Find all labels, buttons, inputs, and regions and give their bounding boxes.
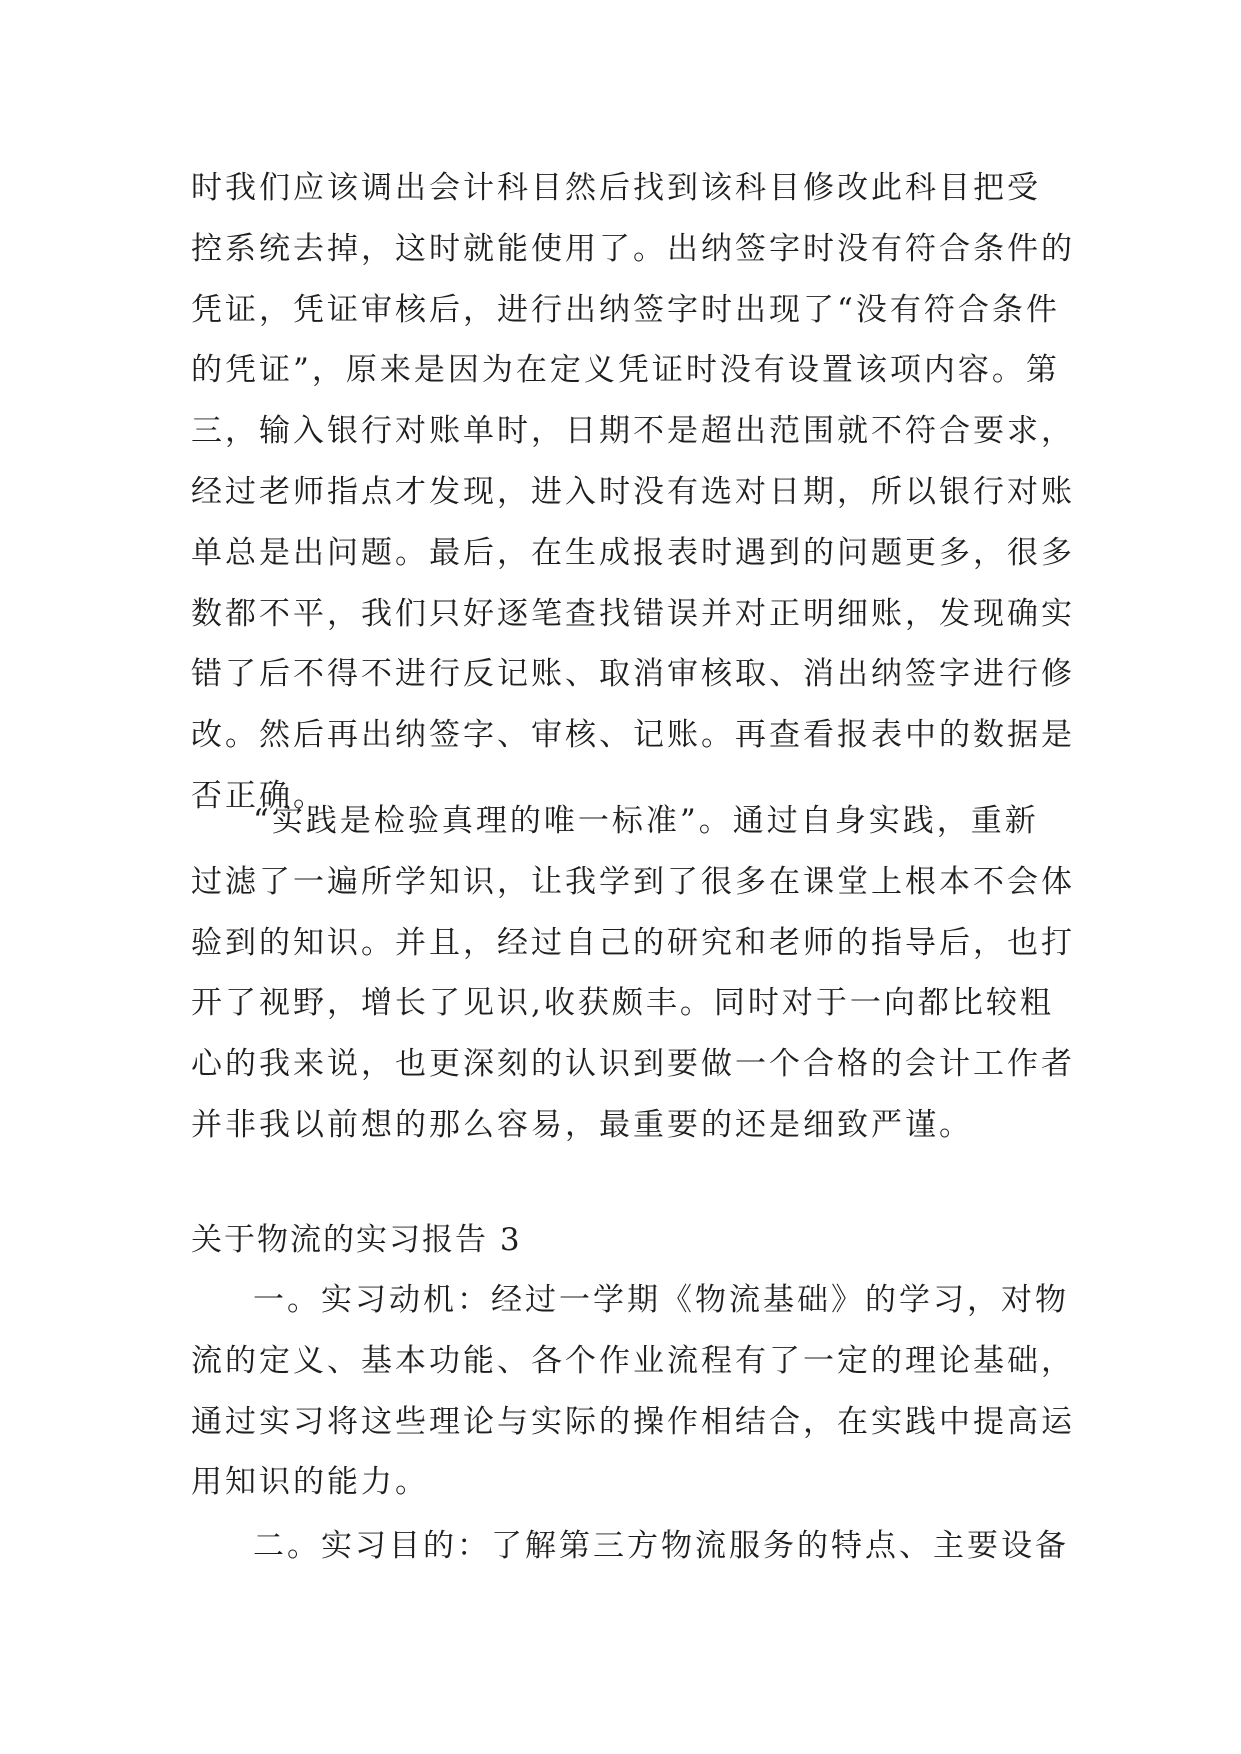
text-line: 验到的知识。并且，经过自己的研究和老师的指导后，也打 (191, 924, 1075, 961)
paragraph-motivation (191, 1270, 1075, 1513)
text-line: 开了视野，增长了见识,收获颇丰。同时对于一向都比较粗 (191, 985, 1054, 1022)
text-line: 控系统去掉，这时就能使用了。出纳签字时没有符合条件的 (191, 230, 1075, 267)
text-line: 经过老师指点才发现，进入时没有选对日期，所以银行对账 (191, 473, 1075, 510)
text-line: “实践是检验真理的唯一标准”。通过自身实践，重新 (253, 803, 1039, 839)
text-line: 心的我来说，也更深刻的认识到要做一个合格的会计工作者 (191, 1046, 1075, 1083)
text-line: 单总是出问题。最后，在生成报表时遇到的问题更多，很多 (191, 534, 1075, 571)
text-line: 凭证，凭证审核后，进行出纳签字时出现了“没有符合条件 (191, 291, 1060, 328)
text-line: 数都不平，我们只好逐笔查找错误并对正明细账，发现确实 (191, 595, 1075, 632)
text-line: 过滤了一遍所学知识，让我学到了很多在课堂上根本不会体 (191, 863, 1075, 900)
text-line: 改。然后再出纳签字、审核、记账。再查看报表中的数据是 (191, 717, 1075, 754)
text-line: 三，输入银行对账单时，日期不是超出范围就不符合要求， (191, 413, 1075, 450)
section-heading: 关于物流的实习报告 3 (191, 1222, 522, 1258)
text-line: 一。实习动机：经过一学期《物流基础》的学习，对物 (253, 1282, 1069, 1318)
paragraph-continued (191, 158, 1075, 827)
text-line: 流的定义、基本功能、各个作业流程有了一定的理论基础， (191, 1342, 1075, 1379)
text-line: 否正确。 (191, 777, 327, 814)
text-line: 用知识的能力。 (191, 1464, 429, 1501)
text-line: 二。实习目的：了解第三方物流服务的特点、主要设备 (253, 1528, 1069, 1564)
text-line: 的凭证”，原来是因为在定义凭证时没有设置该项内容。第 (191, 352, 1060, 389)
paragraph-practice (191, 791, 1075, 1156)
text-line: 并非我以前想的那么容易，最重要的还是细致严谨。 (191, 1106, 973, 1143)
paragraph-purpose (191, 1516, 1069, 1577)
text-line: 错了后不得不进行反记账、取消审核取、消出纳签字进行修 (191, 656, 1075, 693)
text-line: 时我们应该调出会计科目然后找到该科目修改此科目把受 (191, 170, 1041, 206)
text-line: 通过实习将这些理论与实际的操作相结合，在实践中提高运 (191, 1403, 1075, 1440)
